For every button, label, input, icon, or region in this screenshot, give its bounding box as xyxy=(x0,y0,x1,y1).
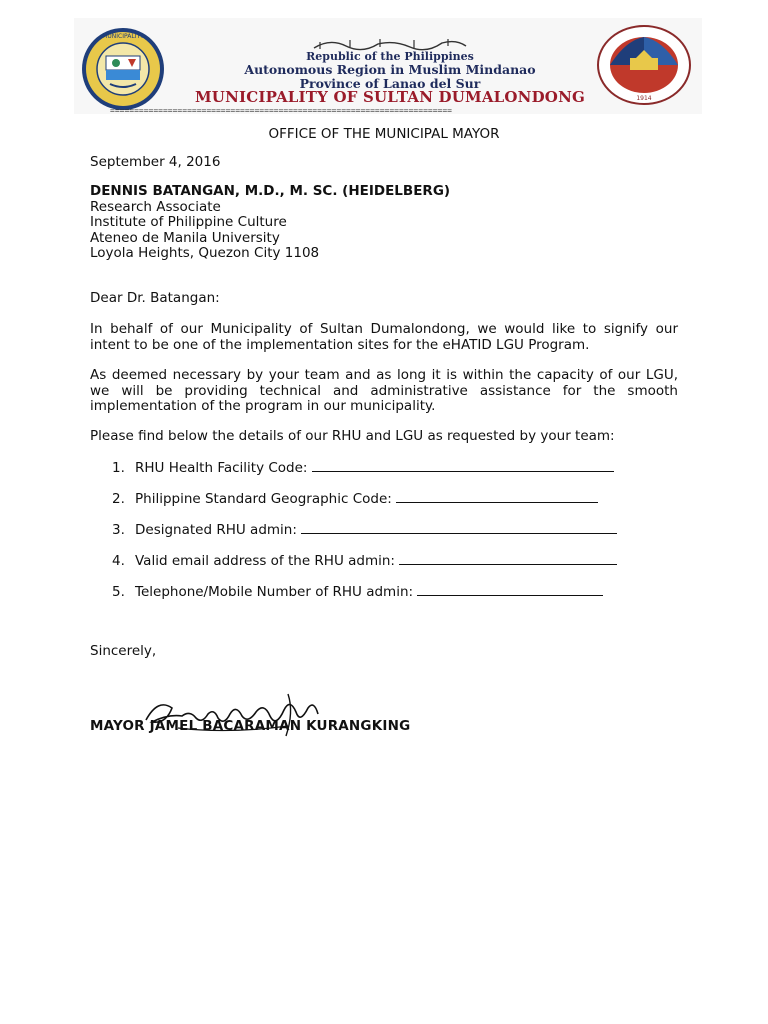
list-item xyxy=(112,521,617,539)
list-number: 1. xyxy=(112,460,125,476)
paragraph-intent: In behalf of our Municipality of Sultan Dumalondong, we would like to signify our intent to be one of the implementation sites for the eHATID LGU Program. xyxy=(90,321,678,353)
list-number: 2. xyxy=(112,491,125,507)
paragraph-request: Please find below the details of our RHU and LGU as requested by your team: xyxy=(90,428,615,444)
list-number: 5. xyxy=(112,584,125,600)
list-label: Telephone/Mobile Number of RHU admin: xyxy=(135,584,414,600)
recipient-institute: Institute of Philippine Culture xyxy=(90,214,287,230)
list-item xyxy=(112,583,603,601)
blank-line xyxy=(417,583,603,596)
handwritten-signature xyxy=(138,690,328,744)
recipient-block xyxy=(90,184,450,262)
blank-line xyxy=(396,490,598,503)
blank-line xyxy=(312,459,614,472)
recipient-name: DENNIS BATANGAN, M.D., M. SC. (HEIDELBERG) xyxy=(90,183,451,199)
recipient-university: Ateneo de Manila University xyxy=(90,229,280,246)
list-label: Philippine Standard Geographic Code: xyxy=(135,491,392,507)
svg-text:MUNICIPALITY: MUNICIPALITY xyxy=(102,33,144,40)
list-item xyxy=(112,459,614,477)
list-item xyxy=(112,552,617,570)
list-label: Designated RHU admin: xyxy=(135,522,297,538)
list-number: 4. xyxy=(112,553,125,569)
letterhead-divider: ======================================================================= xyxy=(110,106,452,115)
letter-date: September 4, 2016 xyxy=(90,154,221,170)
list-item xyxy=(112,490,598,508)
office-heading: OFFICE OF THE MUNICIPAL MAYOR xyxy=(268,126,500,142)
list-number: 3. xyxy=(112,522,125,538)
list-label: RHU Health Facility Code: xyxy=(135,460,308,476)
salutation: Dear Dr. Batangan: xyxy=(90,290,220,306)
svg-text:1914: 1914 xyxy=(636,95,652,102)
list-label: Valid email address of the RHU admin: xyxy=(135,553,395,569)
letterhead-province: Province of Lanao del Sur xyxy=(299,76,481,91)
municipal-seal-logo xyxy=(80,26,166,112)
blank-line xyxy=(301,521,617,534)
closing: Sincerely, xyxy=(90,643,157,659)
letterhead-region: Autonomous Region in Muslim Mindanao xyxy=(244,62,536,77)
letterhead-municipality: MUNICIPALITY OF SULTAN DUMALONDONG xyxy=(195,88,585,106)
letterhead-republic: Republic of the Philippines xyxy=(306,50,474,63)
provincial-seal-logo xyxy=(596,24,692,106)
recipient-address: Loyola Heights, Quezon City 1108 xyxy=(90,245,320,261)
blank-line xyxy=(399,552,617,565)
recipient-title: Research Associate xyxy=(90,198,221,215)
signer-name: MAYOR JAMEL BACARAMAN KURANGKING xyxy=(90,718,411,734)
paragraph-assistance: As deemed necessary by your team and as long it is within the capacity of our LGU, we will be providing technical and administrative assistance for the smooth implementation of the program in our municipality. xyxy=(90,367,678,414)
